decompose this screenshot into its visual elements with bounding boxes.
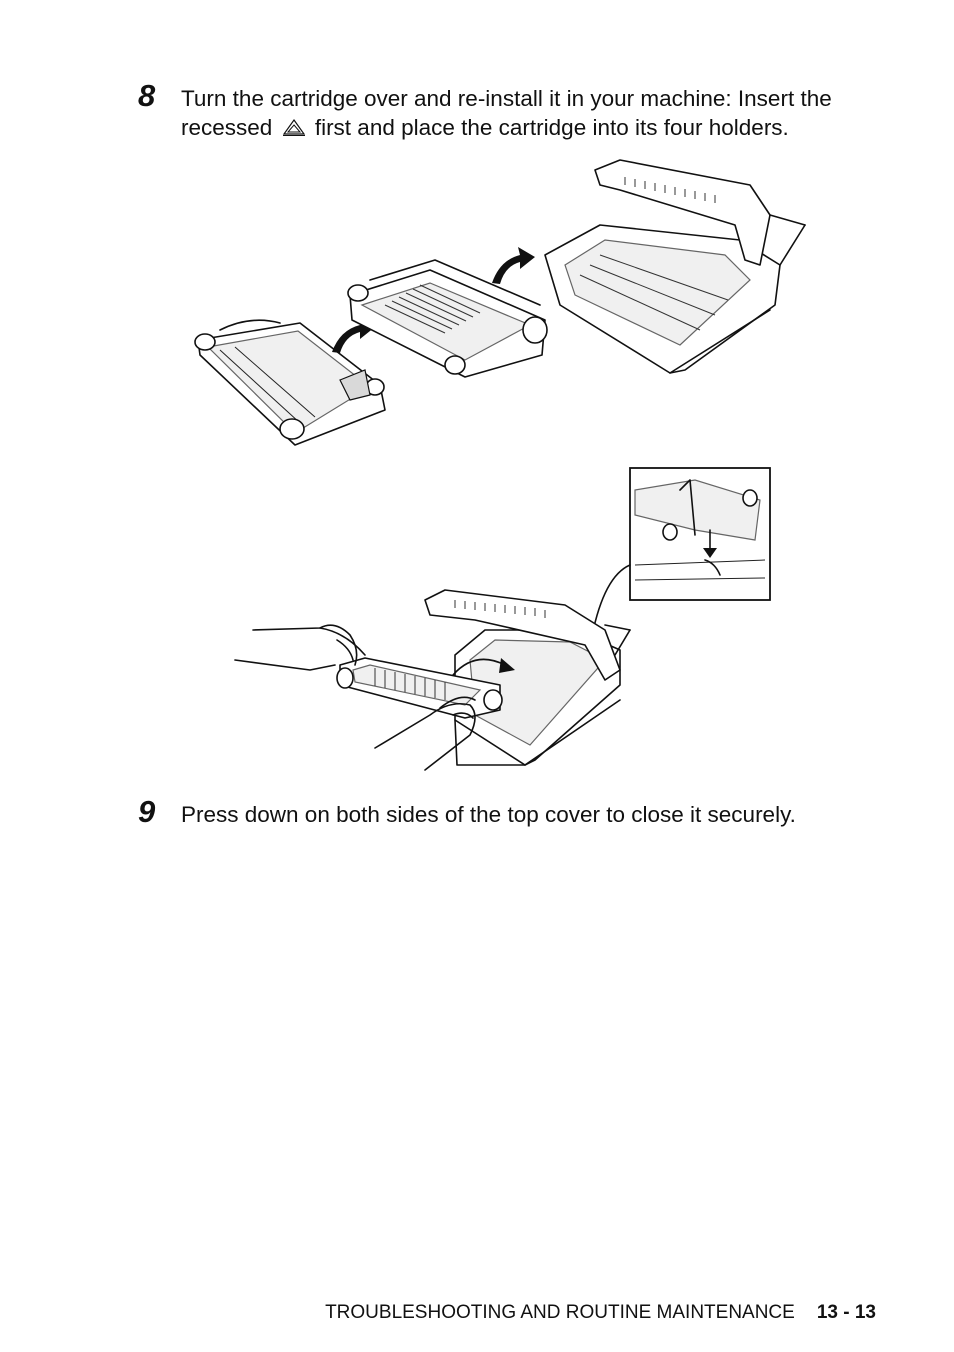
step-number: 9 [138, 794, 156, 829]
holder-detail-inset [630, 468, 770, 600]
recessed-triangle-icon [279, 115, 309, 135]
step-8 [138, 78, 898, 154]
step-text-part: first and place the cartridge into its four holders. [308, 115, 789, 140]
cartridge-upside-down [195, 320, 385, 445]
step-number: 8 [138, 78, 156, 113]
step-text-part: Turn the cartridge over and re-install it in your machine: Insert the recessed [181, 86, 832, 140]
arrow-2-icon [492, 247, 535, 284]
footer-section: TROUBLESHOOTING AND ROUTINE MAINTENANCE [325, 1302, 795, 1323]
footer-page-number: 13 - 13 [816, 1302, 876, 1323]
fax-machine-open [545, 160, 805, 373]
cartridge-right-side-up [348, 260, 547, 377]
step-9 [138, 794, 898, 840]
cartridge-install-illustration [225, 460, 785, 775]
step-text: Press down on both sides of the top cover to close it securely. [181, 802, 796, 827]
step-text [181, 84, 901, 142]
cartridge-turnover-illustration [180, 155, 820, 450]
page-footer [325, 1302, 876, 1324]
